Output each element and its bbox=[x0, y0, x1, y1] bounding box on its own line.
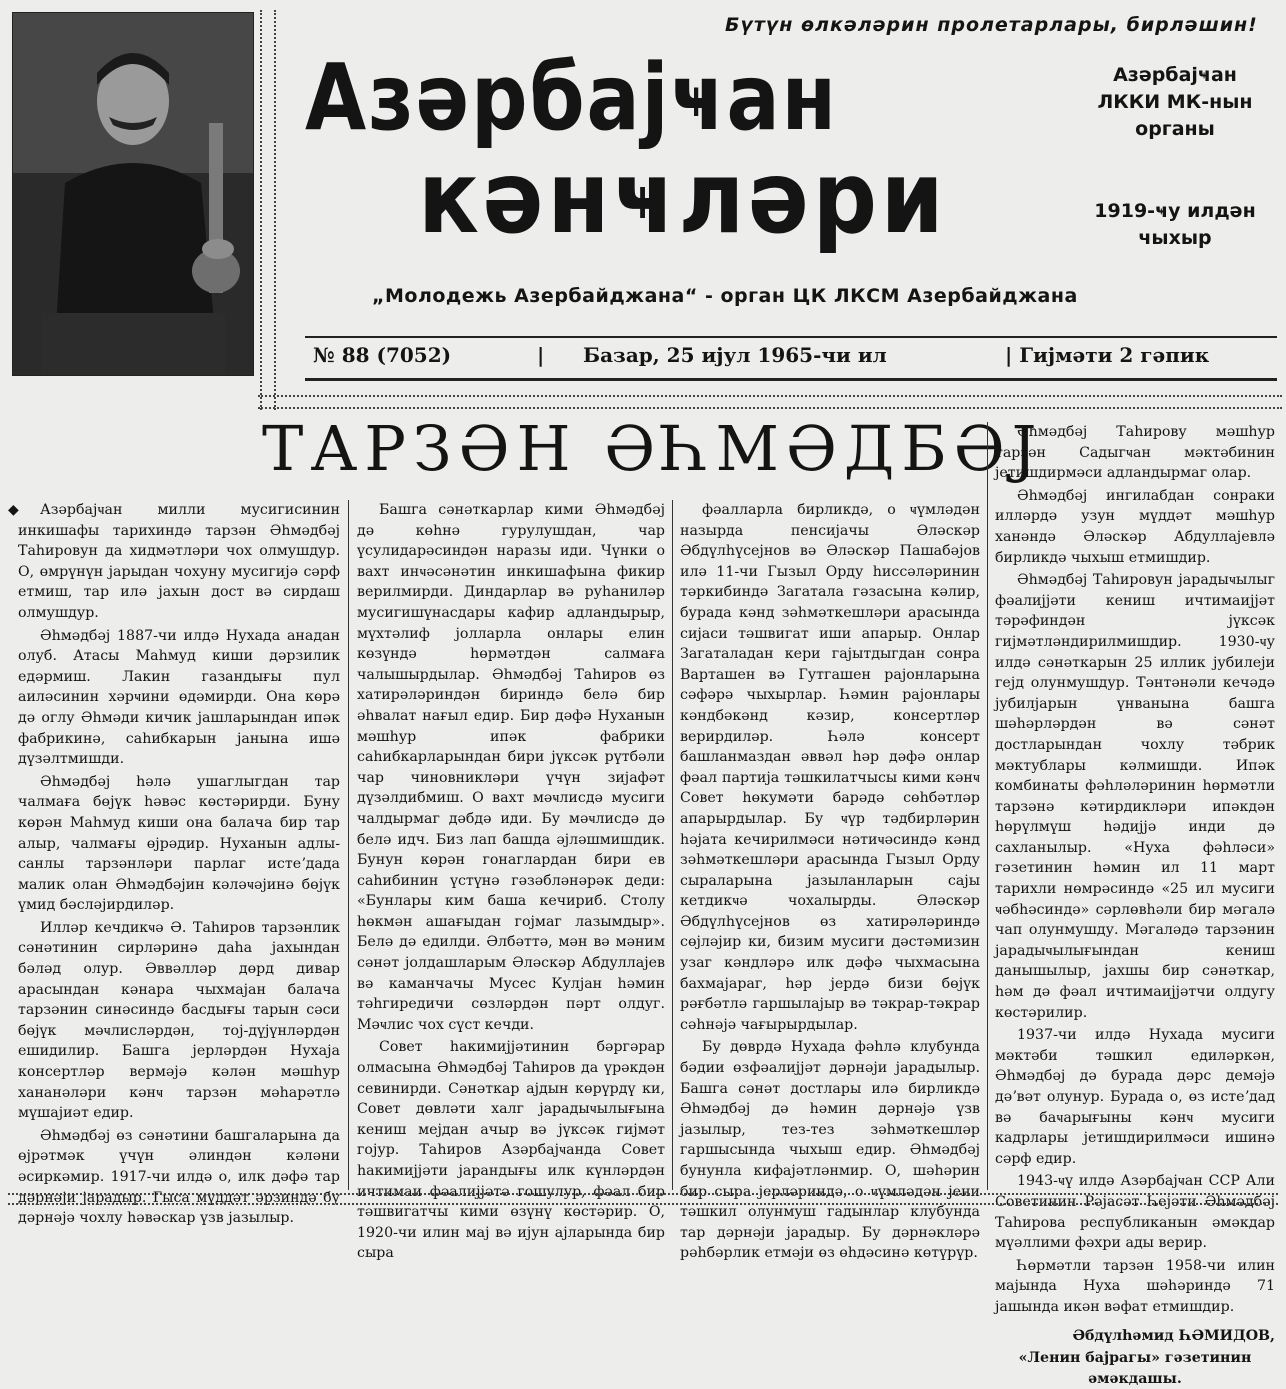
masthead-subtitle: „Молодежь Азербайджана“ - орган ЦК ЛКСМ Азербайджана bbox=[372, 285, 1078, 307]
article-column-1 bbox=[18, 500, 340, 1227]
article-column-4 bbox=[995, 422, 1275, 1387]
organ-line2: ЛККИ МК-нын bbox=[1097, 91, 1253, 113]
masthead-title-line2: кәнҹләри bbox=[418, 139, 948, 256]
masthead-since bbox=[1090, 198, 1260, 252]
article-headline: ТАРЗӘН ӘҺМӘДБӘЈ bbox=[262, 412, 1044, 485]
paragraph: Совет һакимијјәтинин бәргәрар олмасына Әһмәдбәј Таһиров да үрәкдән севинирди. Сәнәткар ајдын көрүрдү ки, Совет дөвләти халг јарадыҹылығына кениш мејдан ачыр вә јүксәк гијмәт гојур. Таһиров Азәрбајҹанда Совет һакимијјәти јарандығы илк күнләрдән ичтимаи фәалијјәтә гошулур, фәал бир тәшвигатчы кими өзүнү көстәрир. О, 1920-чи илин мај вә ијун ајларында бир сыра bbox=[357, 1039, 665, 1262]
paragraph: Әһмәдбәј Таһировун јарадыҹылыг фәалијјәти кениш ичтимаијјәт тәрәфиндән јүксәк гијмәтләндирилмишдир. 1930-ҹу илдә сәнәткарын 25 иллик јубилеји гејд олунмушдур. Тәнтәнәли кечәдә јубилјарын үнванына башга шәһәрләрдән вә сәнәт достларындан чохлу тәбрик мәктублары кәлмишди. Ипәк комбинаты фәһләләринин һөрмәтли тарзәнә кәтирдикләри ипәкдән һөрүлмүш һәдијјә инди дә сахланылыр. «Нуха фәһләси» гәзетинин һәмин ил 11 март тарихли нөмрәсиндә «25 ил мусиги ҹәбһәсиндә» сәрлөвһәли бир мәгалә чап олунмушду. Мәгаләдә тарзәнин јарадыҹылығындан кениш данышылыр, јахшы бир сәнәткар, һәм дә фәал ичтимаијјәтчи олдугу көстәрилир. bbox=[995, 572, 1275, 1021]
portrait-image bbox=[13, 13, 253, 375]
paragraph: Башга сәнәткарлар кими Әһмәдбәј дә көһнә гурулушдан, чар үсулидарәсиндән наразы иди. Чүнки о вахт инҹәсәнәтин инкишафына фикир верилмирди. Диндарлар вә руһаниләр мусигишүнасдары кафир адландырыр, мүхтәлиф јолларла онлары елин көзүндә һөрмәтдән салмаға чалышырдылар. Әһмәдбәј Таһиров өз хатирәләриндән бириндә белә бир әһвалат нағыл едир. Бир дәфә Нуханын мәшһур ипәк фабрики саһибкарларындан бири јүксәк рүтбәли чар чиновникләри үчүн зијафәт дүзәлдибмиш. О вахт мәҹлисдә мусиги чалдырмаг дәбдә иди. Бу мәҹлисдә дә белә идч. Биз лап башда әјләшмишдик. Бунун көрән гонаглардан бири ев саһибинин үстүнә гәзәбләнәрәк деди: «Бунлары ким баша кечириб. Столу һөкмән ашағыдан гојмаг лазымдыр». Белә дә едилди. Әлбәттә, мән вә мәним сәнәт јолдашларым Әләскәр Абдуллајев вә каманчачы Мусес Кулјан һәмин тәһгиредичи сөзләрдән пәрт олдуг. Мәҹлис чох сүст кечди. bbox=[357, 502, 665, 1033]
since-line2: чыхыр bbox=[1138, 227, 1212, 249]
paragraph: Әһмәдбәј өз сәнәтини башгаларына да өјрәтмәк үчүн әлиндән кәләни әсиркәмир. 1917-чи илдә о, илк дәфә тар дәрнәји јарадыр. Гыса мүддәт әрзиндә бу дәрнәјә чохлу һәвәскар үзв јазылыр. bbox=[18, 1127, 340, 1227]
article-column-2 bbox=[357, 500, 665, 1262]
organ-line3: органы bbox=[1135, 118, 1215, 140]
paragraph: Әһмәдбәј һәлә ушаглыгдан тар чалмаға бөјүк һәвәс көстәрирди. Буну көрән Маһмуд киши она балача бир тар алыр, чалмағы өјрәдир. Нуханын адлы-санлы тарзәнләри парлаг истеʼдада малик олан Әһмәдбәјин кәләҹәјинә бөјүк үмид бәсләјирдиләр. bbox=[18, 773, 340, 914]
organ-line1: Азәрбајҹан bbox=[1113, 64, 1237, 86]
paragraph: Бу дөврдә Нухада фәһлә клубунда бәдии өзфәалијјәт дәрнәји јарадылыр. Башга сәнәт достлары илә бирликдә Әһмәдбәј дә һәмин дәрнәјә үзв јазылыр, тез-тез зәһмәткешләр гаршысында чыхыш едир. Әһмәдбәј бунунла кифајәтләнмир. О, шәһәрин бир сыра јерләриндә, о ҹүмләдән јени тәшкил олунмуш гадынлар клубунда тар дәрнәји јарадыр. Бу дәрнәкләрә рәһбәрлик етмәји өз өһдәсинә көтүрүр. bbox=[680, 1039, 980, 1262]
paragraph: 1943-ҹү илдә Азәрбајҹан ССР Али Советинин Рәјасәт Һејәти Әһмәдбәј Таһирова республиканын әмәкдар мүәллими фәхри ады верир. bbox=[995, 1173, 1275, 1252]
issue-price: | Гијмәти 2 гәпик bbox=[1005, 343, 1210, 367]
paragraph: 1937-чи илдә Нухада мусиги мәктәби тәшкил едиләркән, Әһмәдбәј дә бурада дәрс демәјә дәʼвәт олунур. Бурада о, өз истеʼдад вә баҹарығыны кәнҹ мусиги кадрлары јетишдирилмәси ишинә сәрф едир. bbox=[995, 1027, 1275, 1167]
bullet-diamond-icon: ◆ bbox=[8, 502, 19, 518]
decorative-border-vertical bbox=[260, 10, 276, 410]
masthead-title-line1: Азәрбајҹан bbox=[305, 44, 838, 151]
paragraph: Азәрбајҹан милли мусигисинин инкишафы тарихиндә тарзән Әһмәдбәј Таһировун да хидмәтләри чох олмушдур. О, өмрүнүн јарыдан чохуну мусигијә сәрф етмиш, тар илә јахын дост вә сирдаш олмушдур. bbox=[18, 502, 340, 621]
article-author-affiliation: «Ленин бајрагы» гәзетинин әмәкдашы. bbox=[1018, 1350, 1252, 1387]
column-separator bbox=[987, 422, 988, 1190]
divider-rule bbox=[305, 378, 1277, 381]
paragraph: Һөрмәтли тарзән 1958-чи илин мајында Нуха шәһәриндә 71 јашында икән вәфат етмишдир. bbox=[995, 1257, 1275, 1315]
article-column-3 bbox=[680, 500, 980, 1262]
issue-separator: | bbox=[537, 343, 545, 367]
paragraph: Әһмәдбәј 1887-чи илдә Нухада анадан олуб. Атасы Маһмуд киши дәрзилик едәрмиш. Лакин газандығы пул аиләсинин хәрҹини өдәмирди. Она көрә дә оглу Әһмәди кичик јашларындан ипәк фабрикинә, саһибкарын јанына ишә дүзәлтмишди. bbox=[18, 627, 340, 768]
paragraph: Әһмәдбәј ингилабдан сонраки илләрдә узун мүддәт мәшһур ханәндә Әләскәр Абдуллајевлә бирликдә чыхыш етмишдир. bbox=[995, 487, 1275, 566]
article-author: Әбдүлһәмид ҺӘМИДОВ, bbox=[1072, 1327, 1275, 1344]
issue-date: Базар, 25 ијул 1965-чи ил bbox=[583, 343, 887, 367]
decorative-border-bottom bbox=[8, 1193, 1278, 1205]
paragraph: фәалларла бирликдә, о ҹүмләдән назырда пенсијачы Әләскәр Әбдүлһүсејнов вә Әләскәр Пашабәјов илә 11-чи Гызыл Орду һиссәләринин тәркибиндә Загатала гәзасына кәлир, бурада кәнд зәһмәткешләри арасында сијаси тәшвигат иши апарыр. Онлар Загаталадан кери гајытдыгдан сонра Варташен вә Гутгашен рајонларына сәфәрә чыхырлар. Һәмин рајонлары кәндбәкәнд кәзир, консертләр верирдиләр. Һәлә консерт башланмаздан әввәл һәр дәфә онлар фәал партија тәшкилатчысы кими кәнҹ Совет һөкумәти барәдә сөһбәтләр апарырдылар. Бу ҹүр тәдбирләрин һәјата кечирилмәси нәтиҹәсиндә кәнд зәһмәткешләри арасында Гызыл Орду сыраларына јазыланларын сајы кетдикҹә чохалырды. Әләскәр Әбдүлһүсејнов өз хатирәләриндә сөјләјир ки, бизим мусиги дәстәмизин узаг кәндләрә илк дәфә чыхмасына бахмајараг, һәр јердә бизи бөјүк рәғбәтлә гаршылајыр вә тәкрар-тәкрар сәһнәјә чағырырдылар. bbox=[680, 502, 980, 1033]
paragraph: Илләр кечдикҹә Ә. Таһиров тарзәнлик сәнәтинин сирләринә даһа јахындан бәләд олур. Әввәлләр дөрд дивар арасындан кәнара чыхмајан балача тарзәнин синәсиндә басдығы тарын сәси бөјүк мәҹлисләрдән, тој-дүјүнләрдән ешидилир. Башга јерләрдән Нухаја консертләр вермәјә кәлән мәшһур хананәләри кәнҹ тарзән мәһарәтлә мүшајиәт едир. bbox=[18, 919, 340, 1122]
column-separator bbox=[672, 500, 673, 1190]
issue-number: № 88 (7052) bbox=[313, 343, 452, 367]
column-separator bbox=[348, 500, 349, 1190]
masthead-slogan: Бүтүн өлкәләрин пролетарлары, бирләшин! bbox=[725, 14, 1258, 36]
divider-rule bbox=[305, 336, 1277, 338]
decorative-border-horizontal bbox=[258, 395, 1282, 409]
portrait-photo bbox=[12, 12, 254, 376]
since-line1: 1919-ҹу илдән bbox=[1094, 200, 1256, 222]
paragraph: Әһмәдбәј Таһирову мәшһур тарзән Садыгҹан мәктәбинин јетишдирмәси адландырмаг олар. bbox=[995, 424, 1275, 482]
masthead-organ bbox=[1090, 62, 1260, 143]
